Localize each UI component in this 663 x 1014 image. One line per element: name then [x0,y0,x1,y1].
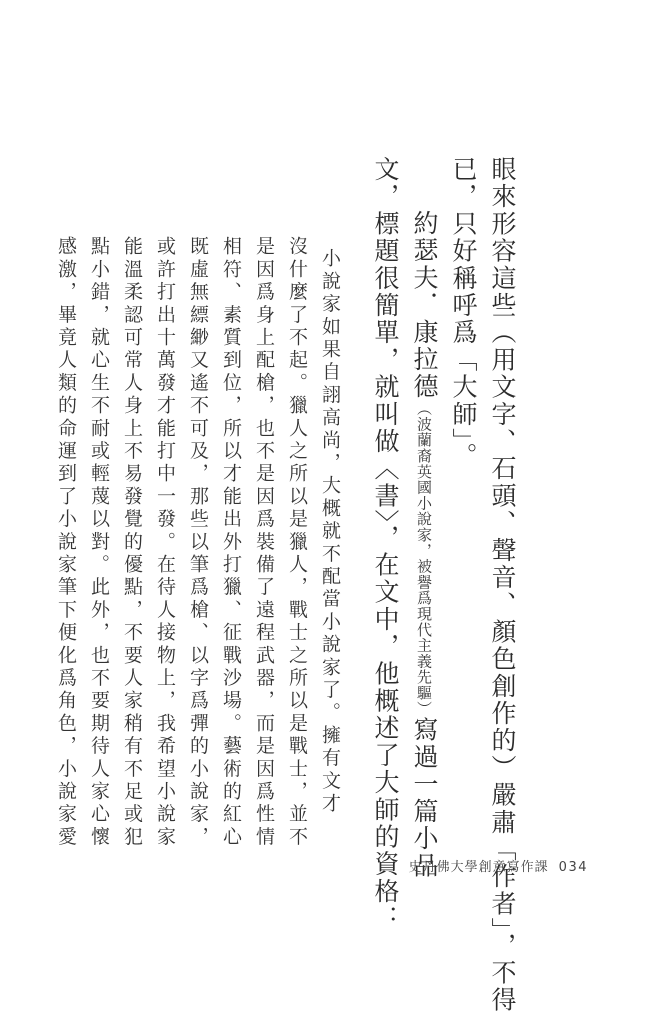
quote-column-9: 感激，畢竟人類的命運到了小說家筆下便化爲角色，小說家愛 [55,236,77,849]
quote-column-6: 或許打出十萬發才能打中一發。在待人接物上，我希望小說家 [154,236,176,849]
quote-column-4: 相符、素質到位，所以才能出外打獵、征戰沙場。藝術的紅心 [220,236,242,849]
quote-column-5: 既虛無縹緲又遙不可及，那些以筆爲槍、以字爲彈的小說家， [187,236,209,849]
text-column-2: 已，只好稱呼爲「大師」。 [449,156,478,470]
quote-column-2: 沒什麼了不起。獵人之所以是獵人，戰士之所以是戰士，並不 [286,236,308,849]
running-title: 史丹佛大學創意寫作課 [408,860,549,875]
quote-column-7: 能溫柔認可常人身上不易發覺的優點，不要人家稍有不足或犯 [121,236,143,849]
quote-column-1: 小說家如果自詡高尚，大概就不配當小說家了。擁有文才 [319,248,341,816]
page-number: 034 [558,860,588,875]
text-column-4: 文，標題很簡單，就叫做〈書〉，在文中，他概述了大師的資格： [371,156,400,933]
author-column-tail: 寫過一篇小品 [410,716,439,880]
author-name: 約瑟夫．康拉德 [410,210,439,401]
page-footer [409,856,588,875]
quote-column-8: 點小錯，就心生不耐或輕蔑以對。此外，也不要期待人家心懷 [88,236,110,849]
text-column-1: 眼來形容這些（用文字、石頭、聲音、顏色創作的）嚴肅「作者」，不得 [488,156,517,1014]
author-note: （波蘭裔英國小說家，被譽爲現代主義先驅） [415,400,433,717]
text-column-3 [412,210,437,880]
quote-column-3: 是因爲身上配槍，也不是因爲裝備了遠程武器，而是因爲性情 [253,236,275,849]
